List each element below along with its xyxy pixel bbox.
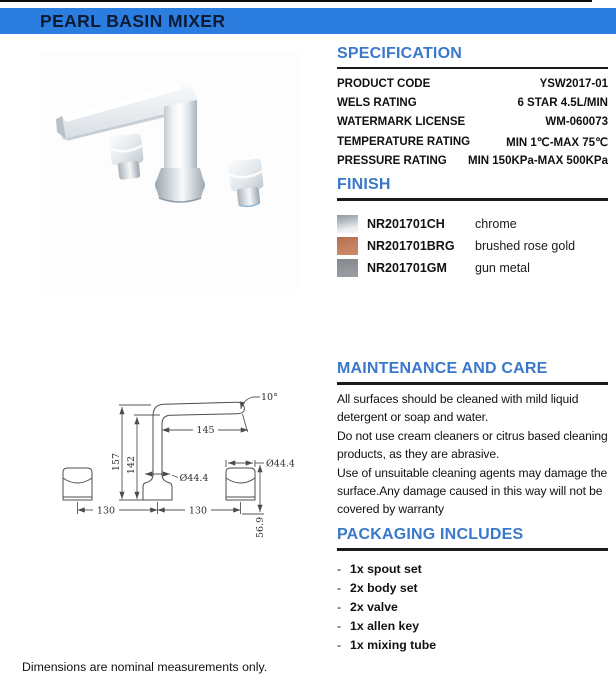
specification-table (337, 74, 608, 171)
list-dash: - (337, 580, 342, 595)
specification-heading: SPECIFICATION (337, 45, 462, 62)
packaging-item-label: 1x mixing tube (350, 637, 437, 652)
maintenance-paragraph: Do not use cream cleaners or citrus based cleaning products, as they are abrasive. (337, 428, 608, 462)
dimension-drawing (30, 383, 330, 575)
finish-row-gun-metal (337, 257, 608, 279)
maintenance-paragraph: Use of unsuitable cleaning agents may damage the surface.Any damage caused in this way will not be covered by warranty (337, 465, 608, 517)
spec-value: YSW2017-01 (539, 77, 608, 90)
spec-label: WELS RATING (337, 97, 417, 110)
finish-code: NR201701GM (367, 260, 447, 275)
dim-total-height: 157 (111, 452, 122, 472)
dim-spout-height: 142 (126, 455, 137, 475)
packaging-item-label: 2x valve (350, 599, 398, 614)
spec-value: MIN 150KPa-MAX 500KPa (468, 155, 608, 168)
finish-row-chrome (337, 213, 608, 235)
finish-table (337, 213, 608, 279)
finish-name: gun metal (475, 260, 530, 275)
header-bar (0, 8, 616, 34)
packaging-list (337, 560, 608, 655)
list-dash: - (337, 561, 342, 576)
spec-label: PRESSURE RATING (337, 155, 447, 168)
packaging-section (337, 525, 608, 655)
specification-divider (337, 67, 608, 69)
packaging-item-label: 1x allen key (350, 618, 420, 633)
dim-angle: 10° (261, 392, 278, 403)
dim-body-diameter: Ø44.4 (179, 473, 209, 484)
spec-row-product-code (337, 74, 608, 93)
page-title: PEARL BASIN MIXER (40, 11, 226, 31)
finish-heading: FINISH (337, 175, 391, 193)
finish-code: NR201701BRG (367, 238, 455, 253)
packaging-divider (337, 548, 608, 551)
list-dash: - (337, 599, 342, 614)
maintenance-heading: MAINTENANCE AND CARE (337, 359, 548, 377)
brushed-rose-gold-swatch (337, 237, 358, 255)
dim-handle-diameter: Ø44.4 (266, 458, 295, 470)
spec-label: TEMPERATURE RATING (337, 135, 471, 148)
dim-left-spacing: 130 (96, 505, 116, 517)
list-dash: - (337, 637, 342, 652)
packaging-item (337, 598, 608, 617)
finish-code: NR201701CH (367, 216, 445, 231)
finish-row-brushed-rose-gold (337, 235, 608, 257)
finish-name: chrome (475, 216, 517, 231)
dim-right-spacing: 130 (188, 505, 208, 517)
dim-handle-height: 56.9 (255, 516, 266, 538)
spec-row-watermark-license (337, 113, 608, 132)
packaging-item-label: 1x spout set (350, 561, 422, 576)
spec-value: MIN 1℃-MAX 75℃ (506, 136, 608, 149)
spec-row-pressure-rating (337, 152, 608, 171)
maintenance-section (337, 359, 608, 519)
gun-metal-swatch (337, 259, 358, 277)
faucet-illustration (40, 52, 300, 290)
spec-label: PRODUCT CODE (337, 77, 431, 90)
finish-section (337, 175, 608, 279)
product-photo (40, 52, 300, 290)
packaging-item (337, 636, 608, 655)
spec-label: WATERMARK LICENSE (337, 116, 466, 129)
maintenance-paragraph: All surfaces should be cleaned with mild liquid detergent or soap and water. (337, 391, 579, 425)
spec-value: 6 STAR 4.5L/MIN (517, 97, 608, 110)
packaging-item (337, 617, 608, 636)
list-dash: - (337, 618, 342, 633)
top-border-line (0, 0, 592, 2)
packaging-item (337, 579, 608, 598)
specification-section (337, 44, 608, 171)
dim-spout-reach: 145 (196, 425, 215, 436)
maintenance-text (337, 390, 608, 519)
maintenance-divider (337, 382, 608, 385)
spec-row-temperature-rating (337, 132, 608, 151)
finish-name: brushed rose gold (475, 238, 576, 253)
packaging-item (337, 560, 608, 579)
spec-value: WM-060073 (545, 116, 608, 129)
finish-divider (337, 198, 608, 201)
spec-row-wels-rating (337, 93, 608, 112)
chrome-swatch (337, 215, 358, 233)
dimension-diagram (30, 383, 330, 575)
packaging-item-label: 2x body set (350, 580, 418, 595)
footer-note: Dimensions are nominal measurements only. (22, 660, 268, 674)
details-column (337, 44, 608, 655)
packaging-heading: PACKAGING INCLUDES (337, 525, 524, 543)
